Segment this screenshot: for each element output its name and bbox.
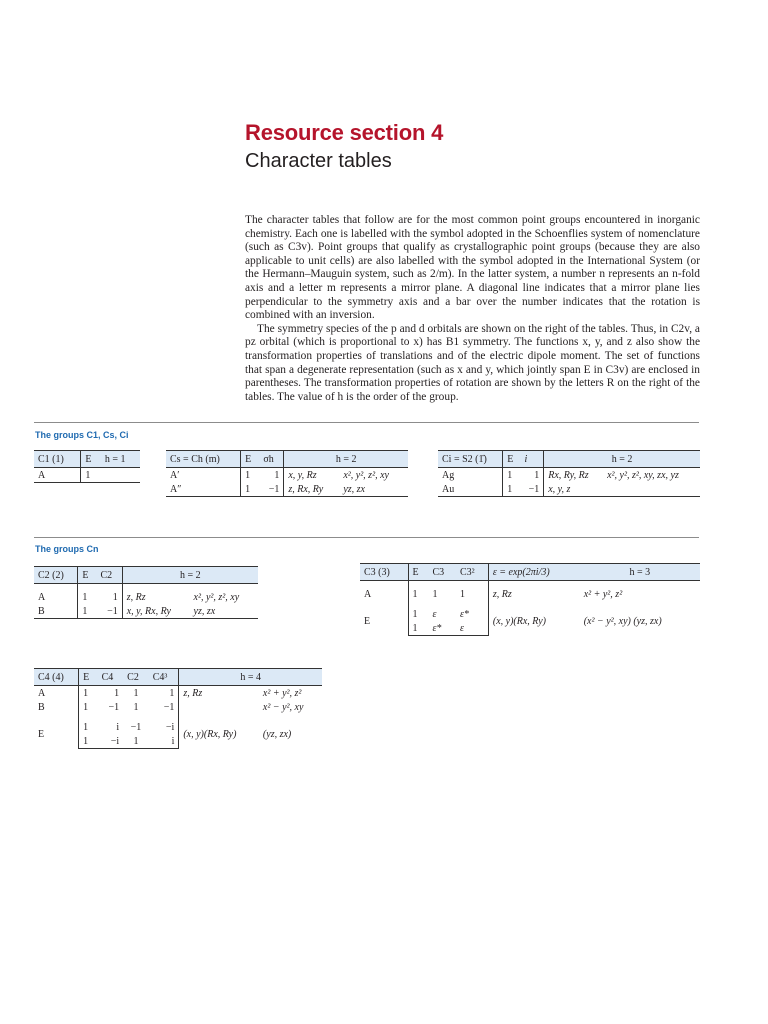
table-cell: yz, zx [190, 604, 258, 619]
table-head: C4 [98, 669, 124, 686]
table-head: ε = exp(2πi/3) [488, 564, 579, 581]
table-cell: −1 [108, 701, 120, 713]
table-cell: yz, zx [339, 482, 408, 497]
table-head: σh [259, 451, 284, 468]
table-cell: 1 [412, 588, 418, 600]
table-ci [438, 450, 700, 497]
table-cell: Au [438, 482, 503, 497]
table-cell: 1 [408, 621, 428, 636]
table-cell: x, y, Rx, Ry [122, 604, 189, 619]
table-cell: 1 [456, 587, 488, 601]
table-cell: 1 [507, 469, 513, 481]
intro-paragraph-2: The symmetry species of the p and d orbitals are shown on the right of the tables. Thus, in C2v, a pz orbital (which is proportional to x) has B1 symmetry. The functions x, y, and z also show the transformation properties of translations and of the electric dipole moment. The set of functions that span a degenerate representation (such as x and y, which jointly span E in C3v) are enclosed in parentheses. The transformation properties of rotation are shown by the letters R on the right of the tables. The value of h is the order of the group. [245, 322, 700, 403]
table-cell: 1 [241, 482, 260, 497]
table-cell: ε [456, 621, 488, 636]
table-cell: ε* [456, 607, 488, 621]
table-cell: 1 [133, 701, 139, 713]
section-divider [34, 537, 699, 538]
table-cell: Ag [438, 468, 503, 483]
table-cell: −1 [520, 482, 543, 497]
table-head: h = 2 [122, 567, 258, 584]
table-cell [101, 468, 140, 483]
table-head: h = 1 [101, 451, 140, 468]
table-head: C3 (3) [360, 564, 408, 581]
table-head: h = 4 [179, 669, 322, 686]
table-cell: ε* [428, 621, 456, 636]
table-cell: 1 [149, 686, 179, 701]
table-cell: x, y, z [544, 482, 603, 497]
table-cell: ε [432, 608, 437, 620]
table-cell: z, Rz [492, 588, 512, 600]
table-cell: x² + y², z² [583, 588, 623, 600]
table-head: E [241, 451, 260, 468]
table-cell: B [34, 700, 79, 714]
table-cell: 1 [83, 687, 89, 699]
table-cell: z, Rz [183, 687, 203, 699]
table-head: C3² [456, 564, 488, 581]
table-cell: (yz, zx) [262, 728, 292, 740]
table-cell: E [34, 720, 79, 749]
table-cs [166, 450, 408, 497]
table-cell: A [360, 587, 408, 601]
table-cell: 1 [245, 469, 251, 481]
table-cell: x² + y², z² [262, 687, 302, 699]
table-head: C2 (2) [34, 567, 78, 584]
table-cell [179, 700, 259, 714]
table-cell: Rx, Ry, Rz [548, 469, 589, 481]
table-cell: x², y², z², xy, zx, yz [607, 469, 679, 481]
table-head: h = 2 [284, 451, 408, 468]
section-divider [34, 422, 699, 423]
table-head: E [81, 451, 101, 468]
table-cell: −1 [259, 482, 284, 497]
table-cell: A′ [166, 468, 241, 483]
table-cell: 1 [259, 468, 284, 483]
table-cell: −i [149, 720, 179, 734]
intro-text [245, 214, 700, 404]
table-cell: −1 [149, 700, 179, 714]
table-cell: x, y, Rz [288, 469, 317, 481]
table-cell: 1 [432, 588, 438, 600]
table-cell: 1 [412, 608, 418, 620]
table-head: C4 (4) [34, 669, 79, 686]
table-cell [603, 482, 700, 497]
group-label-cn: The groups Cn [35, 544, 99, 554]
table-cell: E [360, 607, 408, 636]
table-cell: A [34, 590, 78, 604]
table-cell: 1 [133, 687, 139, 699]
table-cell: A [34, 468, 81, 483]
table-cell: z, Rx, Ry [284, 482, 339, 497]
table-cell: x², y², z², xy [193, 591, 240, 603]
table-head: Cs = Ch (m) [166, 451, 241, 468]
table-cell: 1 [82, 591, 88, 603]
table-cell: 1 [503, 482, 521, 497]
table-cell: 1 [78, 604, 97, 619]
table-head: h = 3 [580, 564, 700, 581]
intro-paragraph-1: The character tables that follow are for the most common point groups encountered in inorganic chemistry. Each one is labelled with the symbol adopted in the Schoenflies system of nomenclature (such as C3v). Point groups that qualify as crystallographic point groups (because they are also applicable to unit cells) are also labelled with the symbol adopted in the International System (or the Hermann–Mauguin system, such as 2/m). In the latter system, a number n represents an n-fold axis and a letter m represents a mirror plane. A diagonal line indicates that a mirror plane lies perpendicular to the symmetry axis and a bar over the number indicates that the rotation is combined with an inversion. [245, 214, 700, 322]
table-cell: 1 [123, 734, 149, 749]
table-cell: 1 [81, 468, 101, 483]
table-head: C2 [123, 669, 149, 686]
table-cell: (x, y)(Rx, Ry) [492, 615, 546, 627]
table-head: C2 [96, 567, 122, 584]
table-cell: z, Rz [126, 591, 146, 603]
table-cell: i [149, 734, 179, 749]
table-cell: 1 [83, 721, 89, 733]
table-cell: B [34, 604, 78, 619]
table-cell: 1 [520, 468, 543, 483]
table-cell: −1 [96, 604, 122, 619]
table-cell: A″ [166, 482, 241, 497]
table-head: i [520, 451, 543, 468]
table-head: C3 [428, 564, 456, 581]
table-head: E [79, 669, 98, 686]
table-head: Ci = S2 (1̄) [438, 451, 503, 468]
table-head: E [408, 564, 428, 581]
table-c3 [360, 563, 700, 636]
table-head: E [503, 451, 521, 468]
table-c2 [34, 566, 258, 619]
table-head: h = 2 [544, 451, 700, 468]
table-head: E [78, 567, 97, 584]
section-heading: Resource section 4 [245, 120, 444, 145]
table-cell: x² − y², xy [262, 701, 304, 713]
table-cell: 1 [114, 687, 120, 699]
table-cell: 1 [79, 734, 98, 749]
table-cell: (x, y)(Rx, Ry) [183, 728, 237, 740]
table-cell: (x² − y², xy) (yz, zx) [583, 615, 662, 627]
table-head: C1 (1) [34, 451, 81, 468]
group-label-c1-cs-ci: The groups C1, Cs, Ci [35, 430, 129, 440]
table-cell: x², y², z², xy [343, 469, 389, 481]
page-title: Character tables [245, 150, 392, 172]
table-cell: 1 [96, 590, 122, 604]
table-c4 [34, 668, 322, 749]
table-cell: i [116, 721, 120, 733]
table-cell: A [34, 686, 79, 701]
table-cell: −i [98, 734, 124, 749]
table-c1 [34, 450, 140, 483]
table-cell: 1 [83, 701, 89, 713]
table-head: C4³ [149, 669, 179, 686]
table-cell: −1 [130, 721, 142, 733]
